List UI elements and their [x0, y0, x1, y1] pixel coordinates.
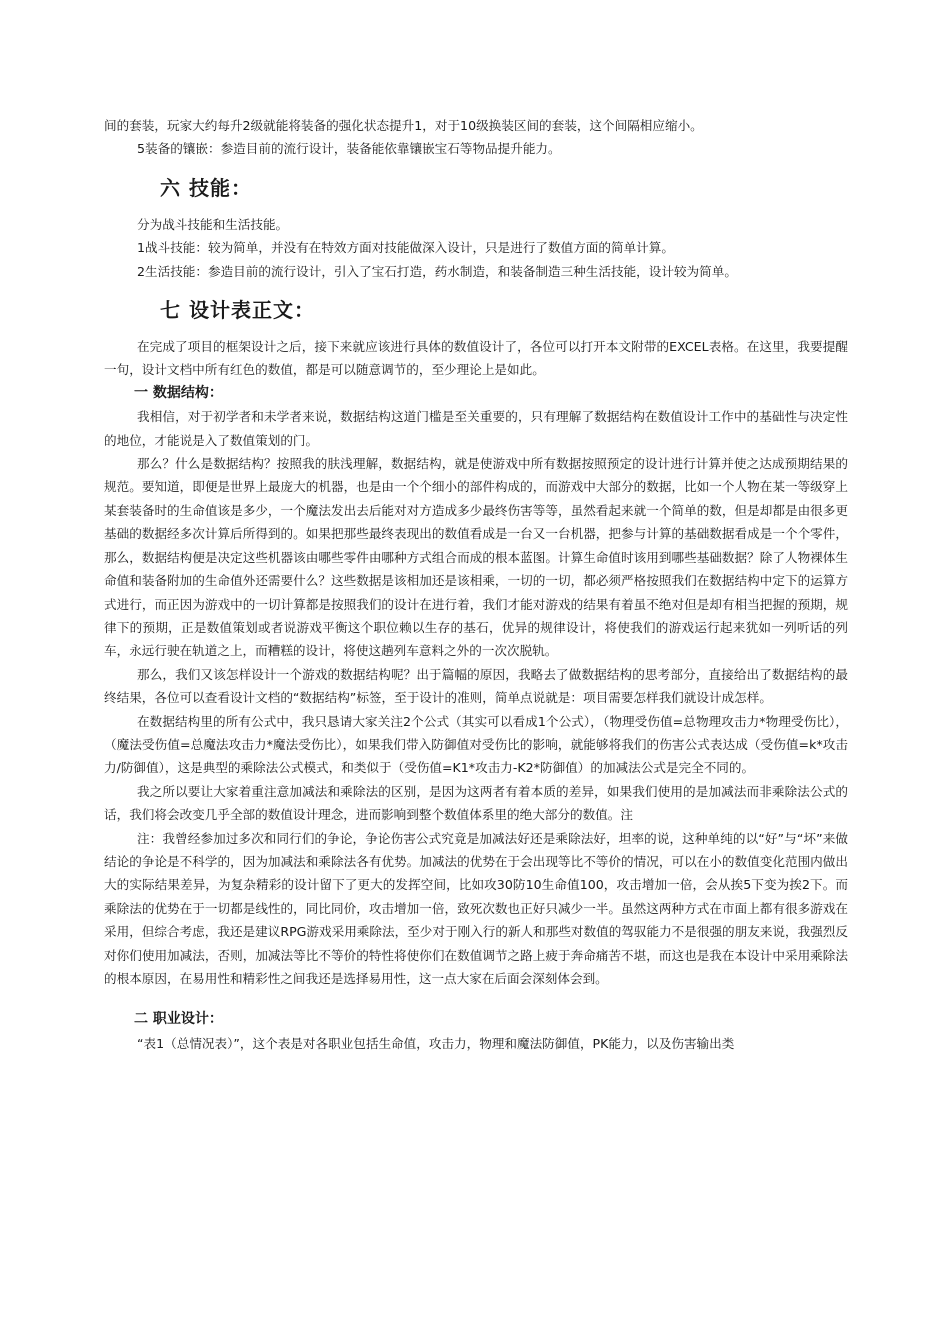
subsection-heading-class-design: 二 职业设计：: [134, 1011, 223, 1028]
paragraph-data-structure-3: 那么，我们又该怎样设计一个游戏的数据结构呢？出于篇幅的原因，我略去了做数据结构的思考部分，直接给出了数据结构的最终结果，各位可以查看设计文档的“数据结构”标签，至于设计的准则，简单点说就是：项目需要怎样我们就设计成怎样。: [104, 666, 848, 706]
paragraph-data-structure-5: 我之所以要让大家着重注意加减法和乘除法的区别，是因为这两者有着本质的差异，如果我们使用的是加减法而非乘除法公式的话，我们将会改变几乎全部的数值设计理念，进而影响到整个数值体系里的绝大部分的数值。注: [104, 783, 848, 823]
paragraph-combat-skills: 1战斗技能：较为简单，并没有在特效方面对技能做深入设计，只是进行了数值方面的简单计算。: [137, 240, 674, 256]
section-heading-skills: 六 技能：: [160, 175, 252, 200]
document-body: [104, 114, 848, 1055]
paragraph-skills-intro: 分为战斗技能和生活技能。: [137, 216, 289, 232]
paragraph-data-structure-2: 那么？什么是数据结构？按照我的肤浅理解，数据结构，就是使游戏中所有数据按照预定的设计进行计算并使之达成预期结果的规范。要知道，即便是世界上最庞大的机器，也是由一个个细小的部件构成的，而游戏中大部分的数据，比如一个人物在某一等级穿上某套装备时的生命值该是多少，一个魔法发出去后能对对方造成多少最终伤害等等，虽然看起来就一个简单的数，但是却都是由很多更基础的数据经多次计算后所得到的。如果把那些最终表现出的数值看成是一台又一台机器，把参与计算的基础数据看成是一个个零件，那么，数据结构便是决定这些机器该由哪些零件由哪种方式组合而成的根本蓝图。计算生命值时该用到哪些基础数据？除了人物裸体生命值和装备附加的生命值外还需要什么？这些数据是该相加还是该相乘，一切的一切，都必须严格按照我们在数据结构中定下的运算方式进行，而正因为游戏中的一切计算都是按照我们的设计在进行着，我们才能对游戏的结果有着虽不绝对但是却有相当把握的预期，规律下的预期，正是数值策划或者说游戏平衡这个职位赖以生存的基石，优异的规律设计，将使我们的游戏运行起来犹如一列听话的列车，永远行驶在轨道之上，而糟糕的设计，将使这趟列车意料之外的一次次脱轨。: [104, 456, 848, 659]
paragraph-data-structure-4: 在数据结构里的所有公式中，我只恳请大家关注2个公式（其实可以看成1个公式），（物理受伤值=总物理攻击力*物理受伤比），（魔法受伤值=总魔法攻击力*魔法受伤比），如果我们带入防御值对受伤比的影响，就能够将我们的伤害公式表达成（受伤值=k*攻击力/防御值），这是典型的乘除法公式模式，和类似于（受伤值=K1*攻击力-K2*防御值）的加减法公式是完全不同的。: [104, 713, 848, 776]
paragraph-data-structure-1: 我相信，对于初学者和未学者来说，数据结构这道门槛是至关重要的，只有理解了数据结构在数值设计工作中的基础性与决定性的地位，才能说是入了数值策划的门。: [104, 409, 848, 448]
spacer: [104, 990, 848, 1008]
paragraph-design-intro: 在完成了项目的框架设计之后，接下来就应该进行具体的数值设计了，各位可以打开本文附带的EXCEL表格。在这里，我要提醒一句，设计文档中所有红色的数值，都是可以随意调节的，至少理论上是如此。: [104, 339, 848, 378]
section-heading-design-table: 七 设计表正文：: [160, 298, 315, 323]
paragraph-class-design-1: “表1（总情况表）”，这个表是对各职业包括生命值，攻击力，物理和魔法防御值，PK能力，以及伤害输出类: [137, 1035, 735, 1051]
paragraph-equipment-interval: 间的套装，玩家大约每升2级就能将装备的强化状态提升1，对于10级换装区间的套装，这个间隔相应缩小。: [104, 118, 703, 133]
subsection-heading-data-structure: 一 数据结构：: [134, 384, 223, 401]
paragraph-data-structure-note: 注：我曾经参加过多次和同行们的争论，争论伤害公式究竟是加减法好还是乘除法好，坦率的说，这种单纯的以“好”与“坏”来做结论的争论是不科学的，因为加减法和乘除法各有优势。加减法的优势在于会出现等比不等价的情况，可以在小的数值变化范围内做出大的实际结果差异，为复杂精彩的设计留下了更大的发挥空间，比如攻30防10生命值100，攻击增加一倍，会从挨5下变为挨2下。而乘除法的优势在于一切都是线性的，同比同价，攻击增加一倍，致死次数也正好只减少一半。虽然这两种方式在市面上都有很多游戏在采用，但综合考虑，我还是建议RPG游戏采用乘除法，至少对于刚入行的新人和那些对数值的驾驭能力不是很强的朋友来说，我强烈反对你们使用加减法，否则，加减法等比不等价的特性将使你们在数值调节之路上疲于奔命痛苦不堪，而这也是我在本设计中采用乘除法的根本原因，在易用性和精彩性之间我还是选择易用性，这一点大家在后面会深刻体会到。: [104, 830, 848, 986]
paragraph-equipment-inlay: 5装备的镶嵌：参造目前的流行设计，装备能依靠镶嵌宝石等物品提升能力。: [137, 141, 561, 157]
paragraph-life-skills: 2生活技能：参造目前的流行设计，引入了宝石打造，药水制造，和装备制造三种生活技能，设计较为简单。: [137, 263, 737, 279]
